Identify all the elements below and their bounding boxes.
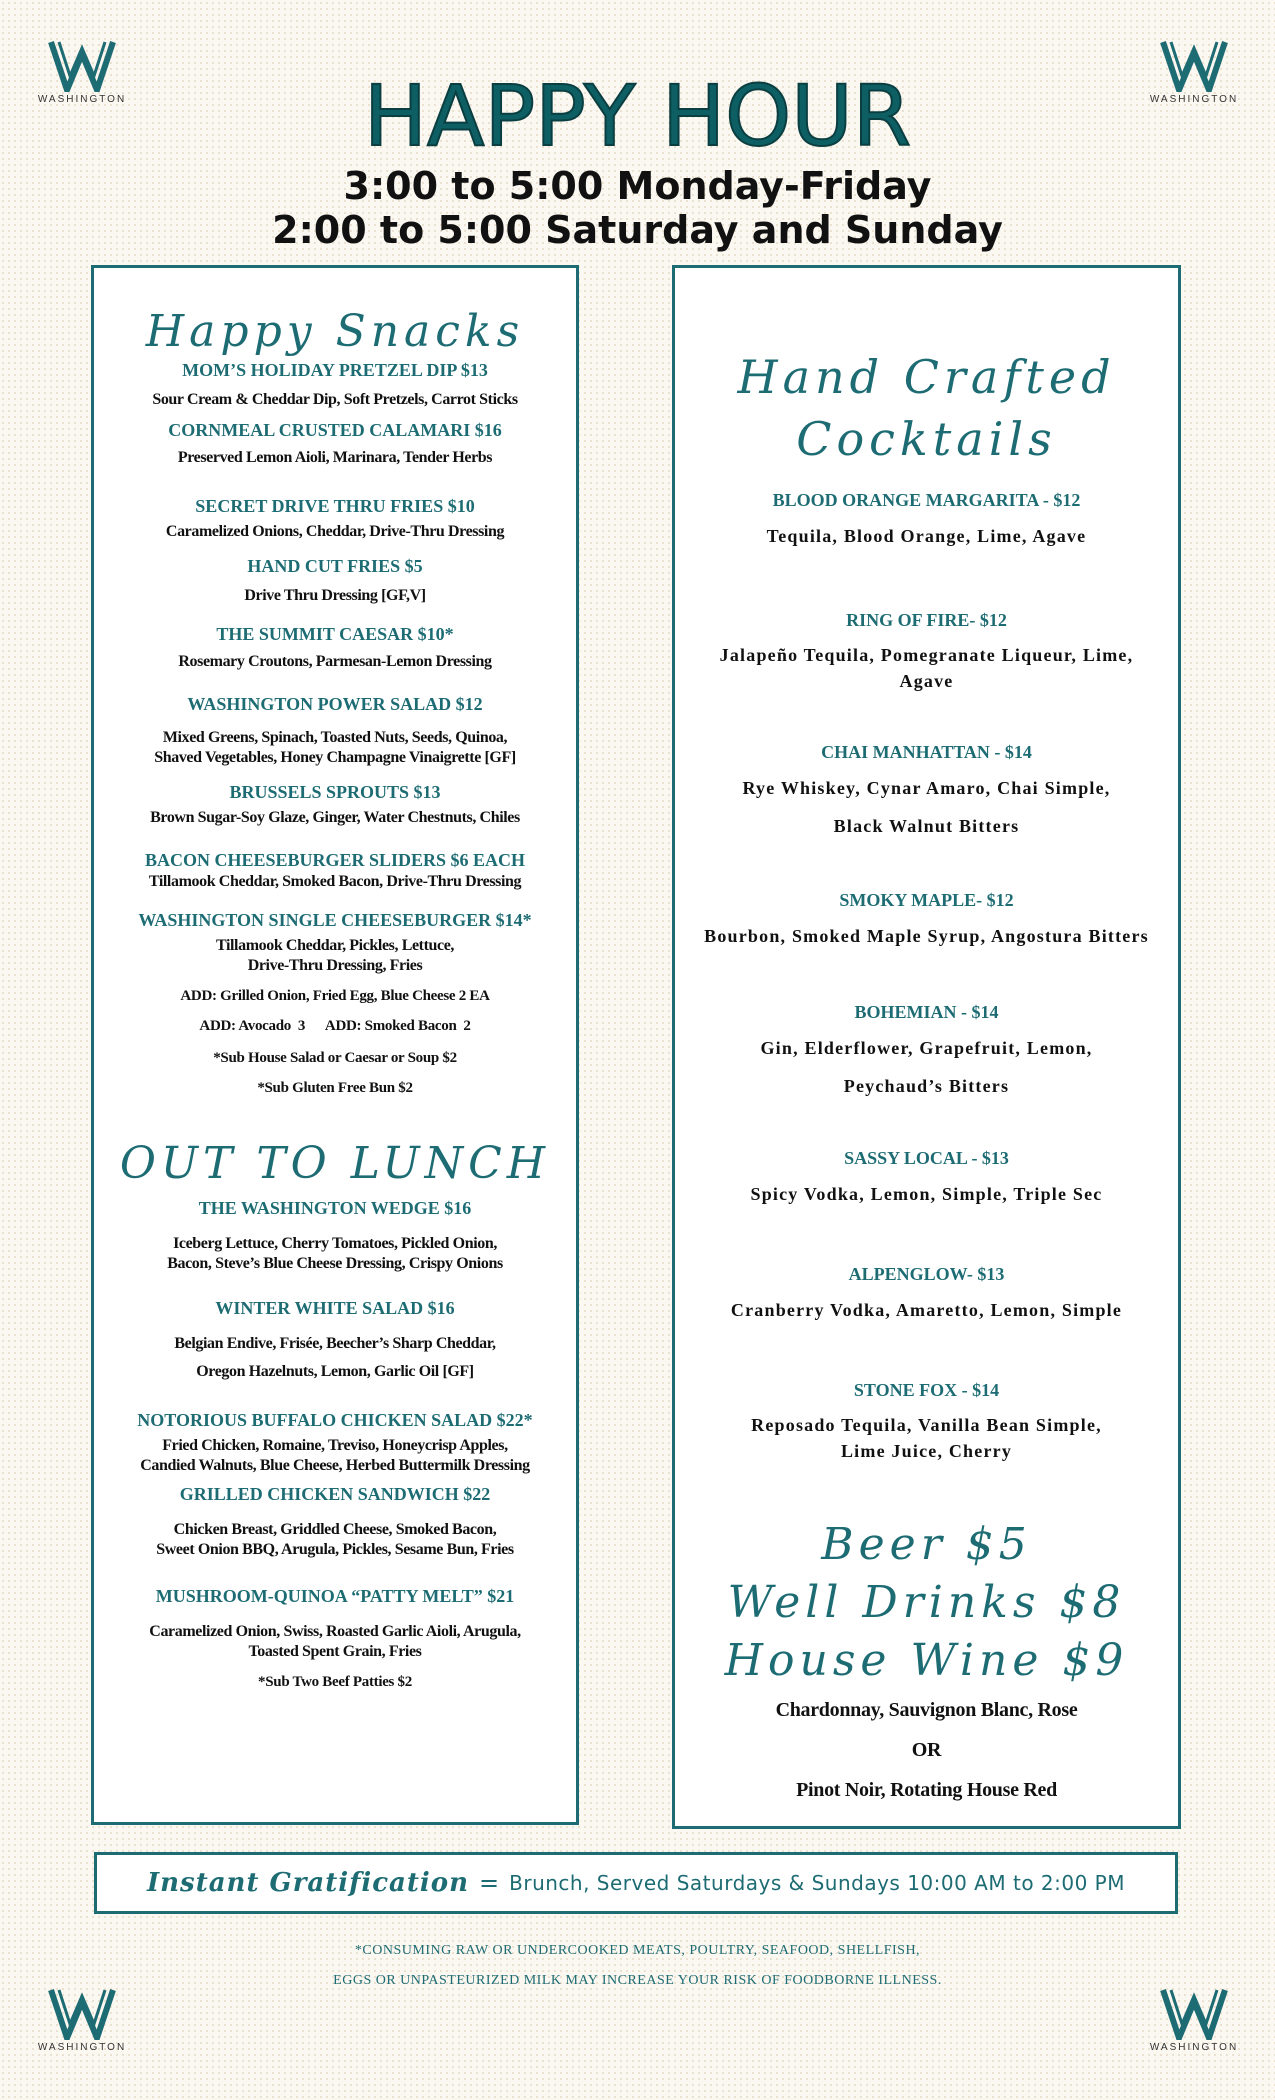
item-name: WASHINGTON SINGLE CHEESEBURGER $14*: [138, 910, 532, 930]
drinks-menu-panel: [672, 265, 1181, 1829]
cocktail-desc: Agave: [899, 671, 954, 691]
item-desc: Caramelized Onion, Swiss, Roasted Garlic Aioli, Arugula,: [149, 1623, 521, 1640]
logo-text: WASHINGTON: [1149, 94, 1239, 105]
addon-note: *Sub Gluten Free Bun $2: [257, 1080, 413, 1096]
cocktail-name: BLOOD ORANGE MARGARITA - $12: [772, 490, 1081, 510]
cocktail-desc: Rye Whiskey, Cynar Amaro, Chai Simple,: [742, 778, 1111, 798]
house-wine-price: House Wine $9: [724, 1635, 1129, 1686]
cocktail-item: [675, 1262, 1178, 1324]
cocktail-item: [675, 608, 1178, 694]
cocktail-desc: Cranberry Vodka, Amaretto, Lemon, Simple: [730, 1300, 1123, 1320]
logo-text: WASHINGTON: [37, 2042, 127, 2053]
item-name: BACON CHEESEBURGER SLIDERS $6 EACH: [144, 850, 526, 870]
cocktail-desc: Gin, Elderflower, Grapefruit, Lemon,: [760, 1038, 1093, 1058]
item-name: MUSHROOM-QUINOA “PATTY MELT” $21: [155, 1586, 515, 1606]
addon-note: *Sub House Salad or Caesar or Soup $2: [213, 1050, 457, 1066]
brunch-banner: [94, 1852, 1178, 1914]
item-desc: Tillamook Cheddar, Pickles, Lettuce,: [215, 937, 455, 954]
item-desc: Drive Thru Dressing [GF,V]: [244, 587, 426, 604]
item-desc: Fried Chicken, Romaine, Treviso, Honeycrisp Apples,: [162, 1437, 508, 1454]
menu-item: [94, 1296, 576, 1382]
item-name: THE SUMMIT CAESAR $10*: [216, 624, 454, 644]
menu-item: [94, 494, 576, 542]
cocktails-title-line2: Cocktails: [796, 412, 1057, 466]
w-logo-bottom-left: [12, 1988, 152, 2053]
well-drinks-price: Well Drinks $8: [727, 1577, 1126, 1628]
wine-options-line2: Pinot Noir, Rotating House Red: [796, 1779, 1057, 1801]
cocktail-name: SASSY LOCAL - $13: [844, 1148, 1009, 1168]
item-desc: Rosemary Croutons, Parmesan-Lemon Dressing: [178, 653, 492, 670]
item-desc: Toasted Spent Grain, Fries: [248, 1643, 422, 1660]
item-desc: Chicken Breast, Griddled Cheese, Smoked Bacon,: [173, 1521, 497, 1538]
snacks-section-title: Happy Snacks: [145, 306, 525, 357]
lunch-note: *Sub Two Beef Patties $2: [258, 1674, 412, 1690]
menu-item: [94, 1408, 576, 1476]
item-desc: Sour Cream & Cheddar Dip, Soft Pretzels, Carrot Sticks: [152, 391, 518, 408]
item-desc: Sweet Onion BBQ, Arugula, Pickles, Sesame Bun, Fries: [156, 1541, 514, 1558]
menu-item: [94, 1196, 576, 1274]
wine-or: OR: [911, 1739, 942, 1761]
cocktail-desc: Tequila, Blood Orange, Lime, Agave: [766, 526, 1087, 546]
brunch-title: Instant Gratification: [146, 1868, 470, 1898]
item-name: WINTER WHITE SALAD $16: [215, 1298, 455, 1318]
wine-options-line1: Chardonnay, Sauvignon Blanc, Rose: [775, 1699, 1078, 1721]
disclaimer-line2: EGGS OR UNPASTEURIZED MILK MAY INCREASE YOUR RISK OF FOODBORNE ILLNESS.: [333, 1973, 942, 1988]
menu-item: [94, 554, 576, 606]
logo-text: WASHINGTON: [1149, 2042, 1239, 2053]
item-desc: Oregon Hazelnuts, Lemon, Garlic Oil [GF]: [196, 1363, 474, 1380]
item-desc: Tillamook Cheddar, Smoked Bacon, Drive-Thru Dressing: [148, 873, 522, 890]
menu-item: [94, 418, 576, 468]
item-name: CORNMEAL CRUSTED CALAMARI $16: [168, 420, 502, 440]
item-desc: Belgian Endive, Frisée, Beecher’s Sharp Cheddar,: [174, 1335, 496, 1352]
item-desc: Preserved Lemon Aioli, Marinara, Tender Herbs: [177, 449, 493, 466]
item-desc: Caramelized Onions, Cheddar, Drive-Thru Dressing: [165, 523, 505, 540]
cocktail-desc: Black Walnut Bitters: [833, 816, 1020, 836]
item-name: MOM’S HOLIDAY PRETZEL DIP $13: [182, 360, 488, 380]
weekend-hours: 2:00 to 5:00 Saturday and Sunday: [272, 208, 1003, 252]
item-desc: Bacon, Steve’s Blue Cheese Dressing, Crispy Onions: [167, 1255, 503, 1272]
cocktail-desc: Reposado Tequila, Vanilla Bean Simple,: [751, 1415, 1102, 1435]
cocktail-item: [675, 740, 1178, 840]
cocktail-desc: Spicy Vodka, Lemon, Simple, Triple Sec: [750, 1184, 1103, 1204]
item-name: NOTORIOUS BUFFALO CHICKEN SALAD $22*: [137, 1410, 533, 1430]
item-name: HAND CUT FRIES $5: [247, 556, 423, 576]
cocktail-item: [675, 488, 1178, 550]
item-desc: Iceberg Lettuce, Cherry Tomatoes, Pickled Onion,: [173, 1235, 497, 1252]
brunch-text: Brunch, Served Saturdays & Sundays 10:00 AM to 2:00 PM: [509, 1871, 1126, 1895]
cocktail-name: SMOKY MAPLE- $12: [839, 890, 1014, 910]
logo-text: WASHINGTON: [37, 94, 127, 105]
menu-item: [94, 692, 576, 768]
cocktail-name: STONE FOX - $14: [853, 1380, 1000, 1400]
menu-item: [94, 358, 576, 410]
beer-price: Beer $5: [821, 1519, 1032, 1570]
addon-note: ADD: Avocado 3 ADD: Smoked Bacon 2: [199, 1018, 471, 1034]
disclaimer-line1: *CONSUMING RAW OR UNDERCOOKED MEATS, POULTRY, SEAFOOD, SHELLFISH,: [354, 1943, 921, 1958]
item-name: BRUSSELS SPROUTS $13: [229, 782, 441, 802]
cocktail-desc: Lime Juice, Cherry: [840, 1441, 1013, 1461]
item-name: WASHINGTON POWER SALAD $12: [187, 694, 483, 714]
item-name: THE WASHINGTON WEDGE $16: [198, 1198, 472, 1218]
item-name: GRILLED CHICKEN SANDWICH $22: [179, 1484, 491, 1504]
cocktail-item: [675, 888, 1178, 950]
cocktail-name: BOHEMIAN - $14: [854, 1002, 999, 1022]
brunch-equals: =: [479, 1869, 500, 1897]
menu-item: [94, 1482, 576, 1560]
food-menu-panel: [91, 265, 579, 1825]
item-name: SECRET DRIVE THRU FRIES $10: [195, 496, 475, 516]
cocktails-title-line1: Hand Crafted: [737, 350, 1116, 404]
w-logo-icon: [1159, 1988, 1229, 2040]
item-desc: Brown Sugar-Soy Glaze, Ginger, Water Chestnuts, Chiles: [150, 809, 520, 826]
cocktail-desc: Peychaud’s Bitters: [843, 1076, 1010, 1096]
cocktail-desc: Jalapeño Tequila, Pomegranate Liqueur, Lime,: [719, 645, 1134, 665]
cocktail-name: ALPENGLOW- $13: [848, 1264, 1005, 1284]
cocktail-desc: Bourbon, Smoked Maple Syrup, Angostura Bitters: [704, 926, 1149, 946]
item-desc: Drive-Thru Dressing, Fries: [247, 957, 423, 974]
addon-note: ADD: Grilled Onion, Fried Egg, Blue Cheese 2 EA: [180, 988, 490, 1004]
weekday-hours: 3:00 to 5:00 Monday-Friday: [343, 164, 932, 208]
w-logo-bottom-right: [1124, 1988, 1264, 2053]
item-desc: Candied Walnuts, Blue Cheese, Herbed Buttermilk Dressing: [140, 1457, 530, 1474]
cocktail-name: CHAI MANHATTAN - $14: [821, 742, 1032, 762]
menu-item: [94, 622, 576, 672]
cocktail-item: [675, 1000, 1178, 1100]
cocktail-item: [675, 1146, 1178, 1208]
w-logo-icon: [47, 1988, 117, 2040]
cocktail-name: RING OF FIRE- $12: [846, 610, 1007, 630]
menu-item: [94, 780, 576, 828]
menu-item: [94, 1584, 576, 1662]
item-desc: Shaved Vegetables, Honey Champagne Vinaigrette [GF]: [154, 749, 516, 766]
page-title: HAPPY HOUR: [363, 67, 912, 165]
cocktails-section-title: [675, 346, 1178, 470]
menu-item: [94, 848, 576, 892]
item-desc: Mixed Greens, Spinach, Toasted Nuts, Seeds, Quinoa,: [162, 729, 508, 746]
lunch-section-title: OUT TO LUNCH: [119, 1138, 551, 1189]
menu-item: [94, 908, 576, 976]
page-header: [0, 68, 1275, 252]
cocktail-item: [675, 1378, 1178, 1464]
